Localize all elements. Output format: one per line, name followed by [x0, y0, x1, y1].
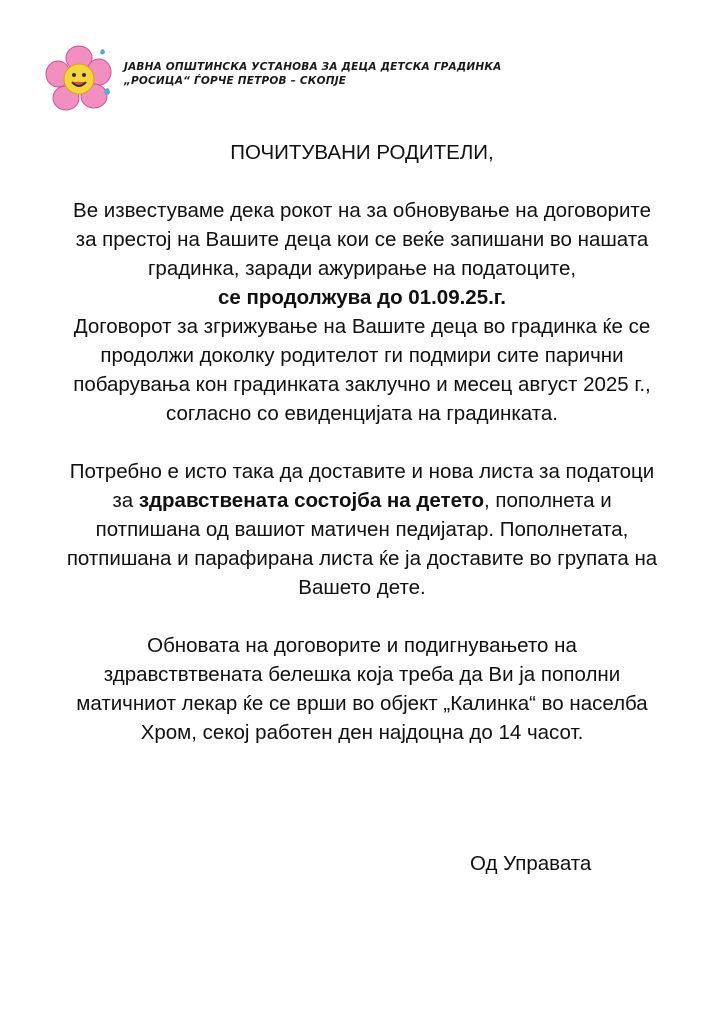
paragraph-3	[40, 631, 684, 747]
paragraph-line: Хром, секој работен ден најдоцна до 14 часот.	[140, 721, 584, 744]
paragraph-line: Договорот за згрижување на Вашите деца во градинка ќе се	[73, 315, 651, 338]
health-status-emphasis: здравствената состојба на детето	[138, 489, 485, 512]
paragraph-line: градинка, заради ажурирање на податоците,	[147, 257, 577, 280]
signature: Од Управата	[470, 852, 592, 875]
organization-name	[124, 60, 501, 88]
paragraph-line: потпишана од вашиот матичен педијатар. Пополнетата,	[95, 518, 629, 541]
flower-logo-icon	[44, 44, 114, 114]
paragraph-line: Ве известуваме дека рокот на за обновување на договорите	[73, 199, 651, 222]
paragraph-line: согласно со евиденцијата на градинката.	[166, 402, 558, 425]
org-name-line1: ЈАВНА ОПШТИНСКА УСТАНОВА ЗА ДЕЦА ДЕТСКА ГРАДИНКА	[124, 61, 502, 73]
paragraph-line: Обновата на договорите и подигнувањето на	[147, 634, 577, 657]
greeting: ПОЧИТУВАНИ РОДИТЕЛИ,	[230, 141, 494, 164]
text-segment: за	[112, 489, 139, 512]
text-segment: , пополнета и	[484, 489, 612, 512]
paragraph-1	[40, 196, 684, 428]
paragraph-line: здравствтвената белешка која треба да Ви ја пополни	[103, 663, 621, 686]
paragraph-line: потпишана и парафирана листа ќе ја доставите во групата на	[66, 547, 658, 570]
paragraph-line: Потребно е исто така да доставите и нова листа за податоци	[69, 460, 655, 483]
deadline-notice: се продолжува до 01.09.25.г.	[218, 286, 506, 309]
paragraph-line: за престој на Вашите деца кои се веќе запишани во нашата	[75, 228, 649, 251]
paragraph-line: продолжи доколку родителот ги подмири сите парични	[100, 344, 624, 367]
paragraph-line: побарувања кон градинката заклучно и месец август 2025 г.,	[73, 373, 651, 396]
org-name-line2: „РОСИЦА“ ЃОРЧЕ ПЕТРОВ – СКОПЈЕ	[124, 75, 347, 87]
paragraph-line	[40, 486, 684, 515]
paragraph-line: матичниот лекар ќе се врши во објект „Калинка“ во населба	[76, 692, 648, 715]
letterhead	[44, 44, 684, 114]
letter-body	[40, 138, 684, 776]
paragraph-2	[40, 457, 684, 602]
paragraph-line: Вашето дете.	[298, 576, 426, 599]
